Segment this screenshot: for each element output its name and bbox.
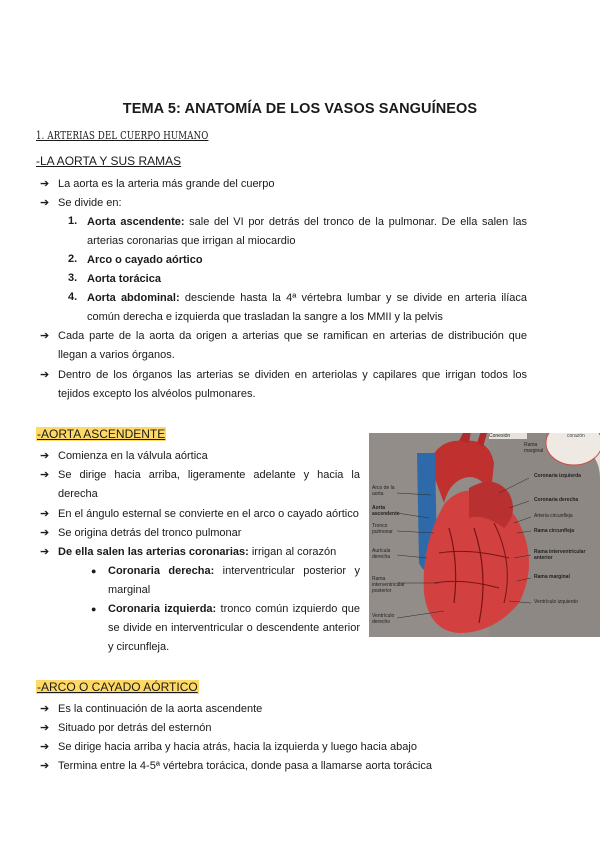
list-number: 4.: [68, 291, 78, 303]
bullet-text: En el ángulo esternal se convierte en el arco o cayado aórtico: [58, 508, 359, 520]
figure-label: Rama marginal: [524, 442, 544, 454]
list-number: 2.: [68, 253, 78, 265]
list-item-text: arterias coronarias que irrigan al miocardio: [87, 235, 296, 247]
figure-label: Arteria circunfleja: [534, 513, 573, 519]
figure-label: Rama interventricular anterior: [534, 549, 586, 561]
bullet-text: Se origina detrás del tronco pulmonar: [58, 527, 242, 539]
heart-coronary-figure: [369, 433, 600, 637]
sub-bullet-text: y circunfleja.: [108, 641, 170, 653]
bullet-text: Dentro de los órganos las arterias se dividen en arteriolas y capilares que irrigan todos los: [58, 369, 527, 381]
list-number: 3.: [68, 272, 78, 284]
bullet-arrow: ➔: [40, 722, 50, 734]
bullet-text: De ella salen las arterias coronarias: irrigan al corazón: [58, 546, 337, 558]
list-number: 1.: [68, 215, 78, 227]
bullet-arrow: ➔: [40, 197, 50, 209]
bullet-text: tejidos excepto los alvéolos pulmonares.: [58, 388, 256, 400]
heart-illustration: [369, 433, 600, 637]
page-title: TEMA 5: ANATOMÍA DE LOS VASOS SANGUÍNEOS: [122, 101, 478, 117]
figure-label: Ventrículo derecho: [372, 613, 395, 625]
bullet-arrow: ➔: [40, 369, 50, 381]
bullet-text: Se divide en:: [58, 197, 122, 209]
figure-label: Rama marginal: [534, 574, 570, 580]
bullet-text: Comienza en la válvula aórtica: [58, 450, 208, 462]
bullet-text: La aorta es la arteria más grande del cuerpo: [58, 178, 275, 190]
bullet-arrow: ➔: [40, 508, 50, 520]
bullet-text: Termina entre la 4-5ª vértebra torácica, donde pasa a llamarse aorta torácica: [58, 760, 432, 772]
list-item-text: Aorta torácica: [87, 273, 161, 285]
bullet-arrow: ➔: [40, 178, 50, 190]
figure-label: Rama interventricular posterior: [372, 576, 405, 594]
subsection-heading: -LA AORTA Y SUS RAMAS: [36, 154, 182, 168]
bullet-text: derecha: [58, 488, 98, 500]
bullet-text: llegan a varios órganos.: [58, 349, 175, 361]
bullet-text: Es la continuación de la aorta ascendente: [58, 703, 263, 715]
section-heading: 1. ARTERIAS DEL CUERPO HUMANO: [36, 129, 209, 142]
list-item-text: Aorta ascendente: sale del VI por detrás del tronco de la pulmonar. De ella salen las: [87, 216, 527, 228]
figure-label: Ventrículo izquierdo: [534, 599, 578, 605]
list-item-text: común derecha e izquierda que trasladan la sangre a los MMII y la pelvis: [87, 311, 443, 323]
bullet-arrow: ➔: [40, 450, 50, 462]
subsection-heading: -ARCO O CAYADO AÓRTICO: [37, 680, 198, 694]
bullet-dot: ●: [91, 604, 97, 614]
subsection-heading: -AORTA ASCENDENTE: [37, 427, 166, 441]
figure-label: Tronco pulmonar: [372, 523, 393, 535]
bullet-text: Cada parte de la aorta da origen a arterias que se ramifican en arterias de distribución que: [58, 330, 527, 342]
figure-label: Coronaria izquierda: [534, 473, 581, 479]
sub-bullet-text: se divide en interventricular o descendente anterior: [108, 622, 360, 634]
figure-label: Aurícula derecha: [372, 548, 391, 560]
figure-label: Arco de la aorta: [372, 485, 395, 497]
sub-bullet-text: Coronaria izquierda: tronco común izquierdo que: [108, 603, 360, 615]
bullet-arrow: ➔: [40, 760, 50, 772]
sub-bullet-text: marginal: [108, 584, 151, 596]
bullet-text: Situado por detrás del esternón: [58, 722, 212, 734]
bullet-arrow: ➔: [40, 330, 50, 342]
bullet-text: Se dirige hacia arriba y hacia atrás, hacia la izquierda y luego hacia abajo: [58, 741, 417, 753]
bullet-text: Se dirige hacia arriba, ligeramente adelante y hacia la: [58, 469, 360, 481]
figure-label: Coronaria derecha: [534, 497, 579, 503]
list-item-text: Aorta abdominal: desciende hasta la 4ª vértebra lumbar y se divide en arteria ilíaca: [87, 292, 527, 304]
sub-bullet-text: Coronaria derecha: interventricular posterior y: [108, 565, 360, 577]
figure-label: Conexión: [489, 433, 527, 439]
bullet-arrow: ➔: [40, 741, 50, 753]
figure-label: Aorta ascendente: [372, 505, 400, 517]
bullet-arrow: ➔: [40, 469, 50, 481]
bullet-arrow: ➔: [40, 546, 50, 558]
figure-label: corazón: [567, 433, 585, 439]
bullet-arrow: ➔: [40, 703, 50, 715]
list-item-text: Arco o cayado aórtico: [87, 254, 203, 266]
bullet-dot: ●: [91, 566, 97, 576]
bullet-arrow: ➔: [40, 527, 50, 539]
figure-label: Rama circunfleja: [534, 528, 575, 534]
